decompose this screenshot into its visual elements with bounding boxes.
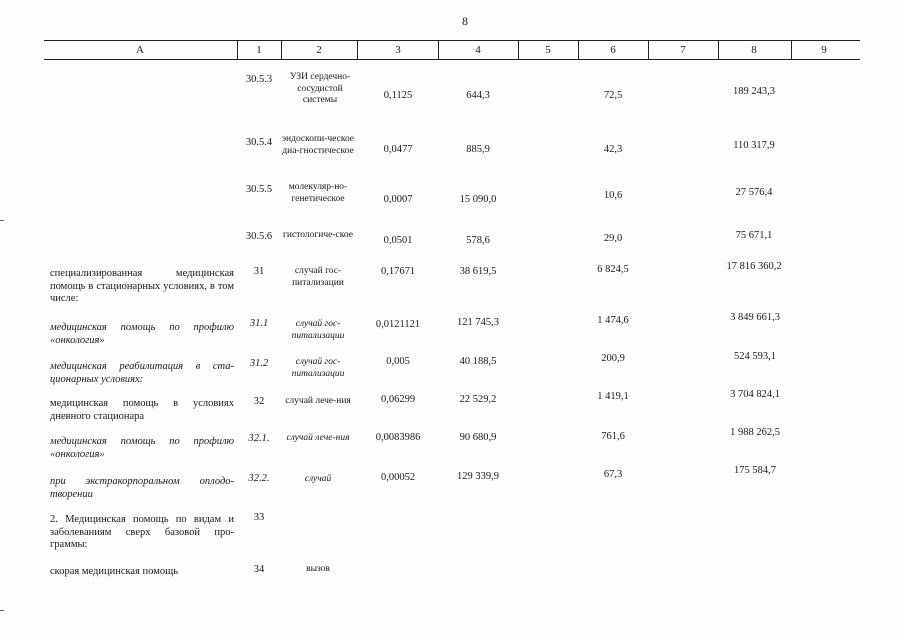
row-col6: 1 419,1 — [597, 391, 629, 402]
row-code: 31 — [253, 266, 265, 277]
row-col4: 121 745,3 — [457, 317, 499, 328]
row-col8: 1 988 262,5 — [730, 427, 780, 438]
row-col6: 67,3 — [603, 469, 623, 480]
row-code: 30.5.6 — [245, 231, 273, 242]
row-col3: 0,06299 — [380, 394, 416, 405]
row-col6: 10,6 — [603, 190, 623, 201]
row-col3: 0,0477 — [383, 144, 413, 155]
column-header-8: 8 — [751, 44, 757, 56]
column-header-2: 2 — [316, 44, 322, 56]
row-name: при экстракорпоральном оплодо-творении — [50, 476, 234, 500]
row-col3: 0,17671 — [380, 266, 416, 277]
column-divider — [718, 40, 719, 59]
column-divider — [237, 40, 238, 59]
column-divider — [518, 40, 519, 59]
row-name: медицинская реабилитация в ста-ционарных условиях: — [50, 361, 234, 385]
row-col8: 3 704 824,1 — [730, 389, 780, 400]
row-col6: 42,3 — [603, 144, 623, 155]
row-col8: 110 317,9 — [733, 140, 775, 151]
row-unit: случай — [304, 474, 332, 484]
row-col8: 189 243,3 — [733, 86, 775, 97]
header-top-rule — [44, 40, 860, 41]
row-code: 31.1 — [249, 318, 269, 329]
row-col3: 0,0501 — [383, 235, 413, 246]
column-header-4: 4 — [475, 44, 481, 56]
row-col4: 22 529,2 — [459, 394, 497, 405]
row-col3: 0,0007 — [383, 194, 413, 205]
row-col3: 0,00052 — [380, 472, 416, 483]
scan-margin-mark — [0, 220, 4, 221]
row-code: 30.5.4 — [245, 137, 273, 148]
row-col3: 0,005 — [386, 356, 410, 367]
row-code: 30.5.5 — [245, 184, 273, 195]
header-bottom-rule — [44, 59, 860, 60]
column-header-9: 9 — [821, 44, 827, 56]
row-col4: 885,9 — [466, 144, 490, 155]
row-col4: 40 188,5 — [459, 356, 497, 367]
row-col4: 129 339,9 — [457, 471, 499, 482]
row-col6: 200,9 — [601, 353, 625, 364]
row-code: 34 — [253, 564, 265, 575]
row-unit: случай гос-питализации — [291, 319, 345, 341]
row-col4: 644,3 — [466, 90, 490, 101]
column-divider — [791, 40, 792, 59]
row-col8: 524 593,1 — [734, 351, 776, 362]
row-code: 32.1. — [248, 433, 270, 444]
row-col8: 3 849 661,3 — [730, 312, 780, 323]
row-unit: случай лече-ния — [285, 396, 351, 406]
row-col3: 0,0121121 — [375, 319, 421, 330]
row-code: 31.2 — [249, 358, 269, 369]
row-col3: 0,1125 — [383, 90, 413, 101]
column-header-7: 7 — [680, 44, 686, 56]
column-header-1: 1 — [256, 44, 262, 56]
column-divider — [578, 40, 579, 59]
row-col8: 17 816 360,2 — [726, 261, 782, 272]
row-unit: эндоскопи-ческое диа-гностическое — [281, 134, 355, 156]
row-col6: 761,6 — [601, 431, 625, 442]
row-col4: 578,6 — [466, 235, 490, 246]
row-code: 32.2. — [248, 473, 270, 484]
row-unit: случай гос-питализации — [291, 357, 345, 379]
row-name: специализированная медицинская помощь в стационарных условиях, в том числе: — [50, 268, 234, 304]
row-col6: 29,0 — [603, 233, 623, 244]
row-code: 32 — [253, 396, 265, 407]
row-col3: 0,0083986 — [375, 432, 421, 443]
column-header-6: 6 — [610, 44, 616, 56]
row-name: медицинская помощь по профилю «онкология» — [50, 322, 234, 346]
row-col6: 6 824,5 — [597, 264, 629, 275]
row-col4: 15 090,0 — [459, 194, 497, 205]
row-unit: вызов — [306, 564, 330, 574]
row-col8: 175 584,7 — [734, 465, 776, 476]
row-unit: гистологиче-ское — [283, 230, 353, 240]
row-name: 2. Медицинская помощь по видам и заболеваниям сверх базовой про-граммы: — [50, 514, 234, 550]
row-col4: 38 619,5 — [459, 266, 497, 277]
row-col6: 1 474,6 — [597, 315, 629, 326]
row-code: 30.5.3 — [245, 74, 273, 85]
column-divider — [281, 40, 282, 59]
row-col8: 27 576,4 — [735, 187, 773, 198]
column-header-3: 3 — [395, 44, 401, 56]
row-col4: 90 680,9 — [459, 432, 497, 443]
scan-margin-mark — [0, 610, 4, 611]
row-unit: УЗИ сердечно-сосудистой системы — [289, 72, 351, 105]
row-col6: 72,5 — [603, 90, 623, 101]
column-header-5: 5 — [545, 44, 551, 56]
row-unit: случай гос-питализации — [292, 266, 344, 288]
row-col8: 75 671,1 — [735, 230, 773, 241]
page-number: 8 — [462, 14, 468, 28]
row-code: 33 — [253, 512, 265, 523]
column-divider — [648, 40, 649, 59]
row-name: медицинская помощь в условиях дневного стационара — [50, 398, 234, 422]
row-name: скорая медицинская помощь — [50, 566, 178, 577]
column-divider — [438, 40, 439, 59]
row-unit: молекуляр-но-генетическое — [288, 182, 348, 204]
column-header-a: А — [136, 44, 144, 56]
row-name: медицинская помощь по профилю «онкология» — [50, 436, 234, 460]
row-unit: случай лече-ния — [286, 433, 350, 443]
column-divider — [357, 40, 358, 59]
